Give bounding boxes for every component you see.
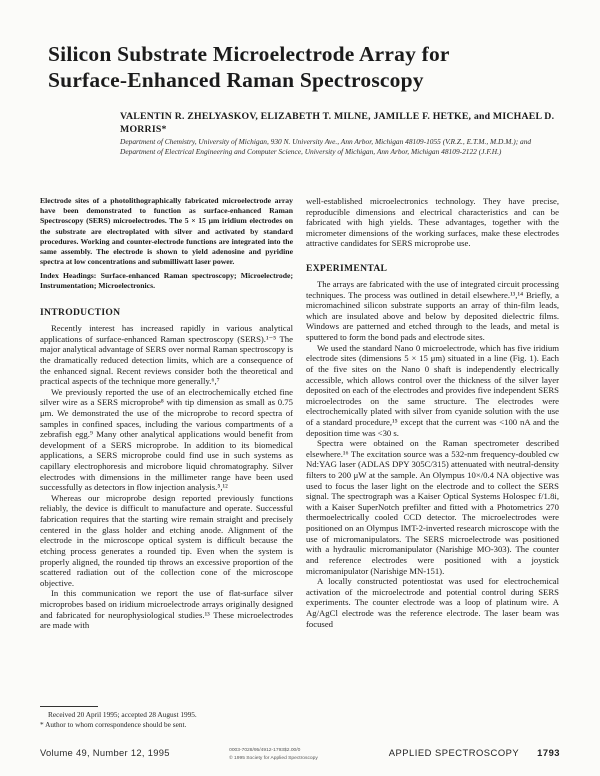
footer-journal-block <box>371 747 560 758</box>
footnote-received: Received 20 April 1995; accepted 28 August 1995. <box>48 710 197 720</box>
intro-paragraph-4: In this communication we report the use of flat-surface silver microprobes based on iridium microelectrode arrays originally designed and fabricated for neurophysiological studies.¹³ These microelectrodes are made with <box>40 588 293 631</box>
experimental-paragraph-3: Spectra were obtained on the Raman spectrometer described elsewhere.¹⁶ The excitation source was a 532-nm frequency-doubled cw Nd:YAG laser (ADLAS DPY 305C/315) attenuated with neutral-density filters to 200 μW at the sample. An Olympus 10×/0.4 NA objective was used to focus the laser light on the electrode and to collect the SERS signal. The spectrograph was a Kaiser Optical Systems Holospec f/1.8i, with a Kaiser SuperNotch prefilter and fitted with a Photometrics 270 thermoelectrically cooled CCD detector. The microelectrodes were positioned on an Olympus IMT-2-inverted research microscope with the use of micromanipulators. The SERS microelectrode was positioned with a hydraulic micromanipulator (Narishige MO-303). The counter and reference electrodes were positioned with a joystick micromanipulator (Narishige MN-151). <box>306 438 559 576</box>
section-heading-introduction: INTRODUCTION <box>40 307 121 319</box>
intro-continuation-paragraph: well-established microelectronics technology. They have precise, reproducible dimensions and electrical characteristics and can be fabricated with high yields. These advantages, together with the micrometer dimensions of the working surfaces, make these electrodes attractive candidates for SERS microprobe use. <box>306 196 559 249</box>
intro-paragraph-1: Recently interest has increased rapidly in various analytical applications of surface-enhanced Raman spectroscopy (SERS).¹⁻⁵ The major analytical advantage of SERS over normal Raman spectroscopy is the dramatically reduced detection limits, which are a consequence of the enhanced signal. Recent reviews consider both the theoretical and practical aspects of the technique more generally.⁶,⁷ <box>40 323 293 387</box>
footer-volume-line: Volume 49, Number 12, 1995 <box>40 747 170 759</box>
index-headings-list: Surface-enhanced Raman spectroscopy; Microelectrode; Instrumentation; Microelectronics. <box>40 270 293 290</box>
page-title-line1: Silicon Substrate Microelectrode Array for <box>48 42 450 66</box>
right-column <box>306 196 559 736</box>
left-column <box>40 196 293 736</box>
affiliation: Department of Chemistry, University of Michigan, 930 N. University Ave., Ann Arbor, Michigan 48109-1055 (V.R.Z., E.T.M., M.D.M.); and Department of Electrical Engineering and Computer Science, University of Michigan, Ann Arbor, Michigan 48109-2122 (J.F.H.) <box>120 137 532 156</box>
index-headings-label: Index Headings: <box>40 270 97 280</box>
footer-page-number: 1793 <box>537 747 560 759</box>
footer-copyright-line: © 1995 Society for Applied Spectroscopy <box>229 755 318 761</box>
intro-paragraph-2: We previously reported the use of an electrochemically etched fine silver wire as a SERS microprobe⁸ with tip dimension as small as 0.75 μm. We demonstrated the use of the microprobe to record spectra of samples in confined spaces, including the various compartments of a zebrafish egg.⁹ Many other analytical applications would benefit from development of a SERS microprobe. In addition to its biomedical applications, a SERS microprobe could find use in such systems as capillary electrophoresis and microbore liquid chromatography. Silver electrodes with dimensions in the millimeter range have been used successfully as detectors in flow injection analysis.⁵,¹² <box>40 386 293 493</box>
experimental-paragraph-1: The arrays are fabricated with the use of integrated circuit processing techniques. The process was outlined in detail elsewhere.¹³,¹⁴ Briefly, a micromachined silicon substrate supports an array of thin-film leads, which are insulated above and below by deposited dielectric films. Windows are patterned and etched through to the leads, and metal is sputtered to form the bond pads and electrode sites. <box>306 279 559 343</box>
page-title <box>48 42 540 94</box>
abstract-text: Electrode sites of a photolithographically fabricated microelectrode array have been demonstrated to function as surface-enhanced Raman Spectroscopy (SERS) microelectrodes. The 5 × 15 μm iridium electrodes on the substrate are electroplated with silver and activated by standard procedures. Working and counter-electrode functions are integrated into the same assembly. The electrode is shown to yield adenosine and pyridine spectra at low concentrations and submilliwatt laser power. <box>40 196 293 267</box>
experimental-paragraph-4: A locally constructed potentiostat was used for electrochemical activation of the microelectrode and potential control during SERS experiments. The counter electrode was a loop of platinum wire. A Ag/AgCl electrode was the reference electrode. The laser beam was focused <box>306 576 559 629</box>
experimental-paragraph-2: We used the standard Nano 0 microelectrode, which has five iridium electrode sites (dimensions 5 × 15 μm) situated in a line (Fig. 1). Each of the five sites on the Nano 0 shaft is independently electrically accessible, which allows control over the thickness of the silver layer deposited on each of the electrodes and provides five independent SERS microelectrodes on the same structure. The electrodes were electrochemically plated with silver from cyanide solution with the use of a standard procedure,¹⁵ except that the current was <100 nA and the deposition time was <30 s. <box>306 342 559 438</box>
footnote-rule <box>40 706 98 707</box>
page-title-line2: Surface-Enhanced Raman Spectroscopy <box>48 67 424 92</box>
section-heading-experimental: EXPERIMENTAL <box>306 263 388 275</box>
page-footer <box>40 747 560 762</box>
index-headings <box>40 271 293 291</box>
footnote-correspondence: * Author to whom correspondence should be sent. <box>40 720 187 730</box>
footer-copyright-block <box>229 747 371 762</box>
two-column-body <box>40 196 560 736</box>
intro-paragraph-3: Whereas our microprobe design reported previously functions reliably, the device is difficult to manufacture and operate. Successful fabrication requires that the starting wire remain straight and precisely centered in the glass holder and etching anode. Alignment of the electrode in the microscope optical system is difficult because the etching process generates a rounded tip. Even when the system is properly aligned, the rounded tip throws an excessive proportion of the scattered radiation out of the collection cone of the microscope objective. <box>40 492 293 588</box>
footer-journal-name: APPLIED SPECTROSCOPY <box>388 747 520 759</box>
footnote-block <box>40 706 293 736</box>
authors-line: VALENTIN R. ZHELYASKOV, ELIZABETH T. MILNE, JAMILLE F. HETKE, and MICHAEL D. MORRIS* <box>120 111 555 135</box>
footer-code-line: 0003-7028/95/4912-1793$2.00/0 <box>229 748 301 754</box>
